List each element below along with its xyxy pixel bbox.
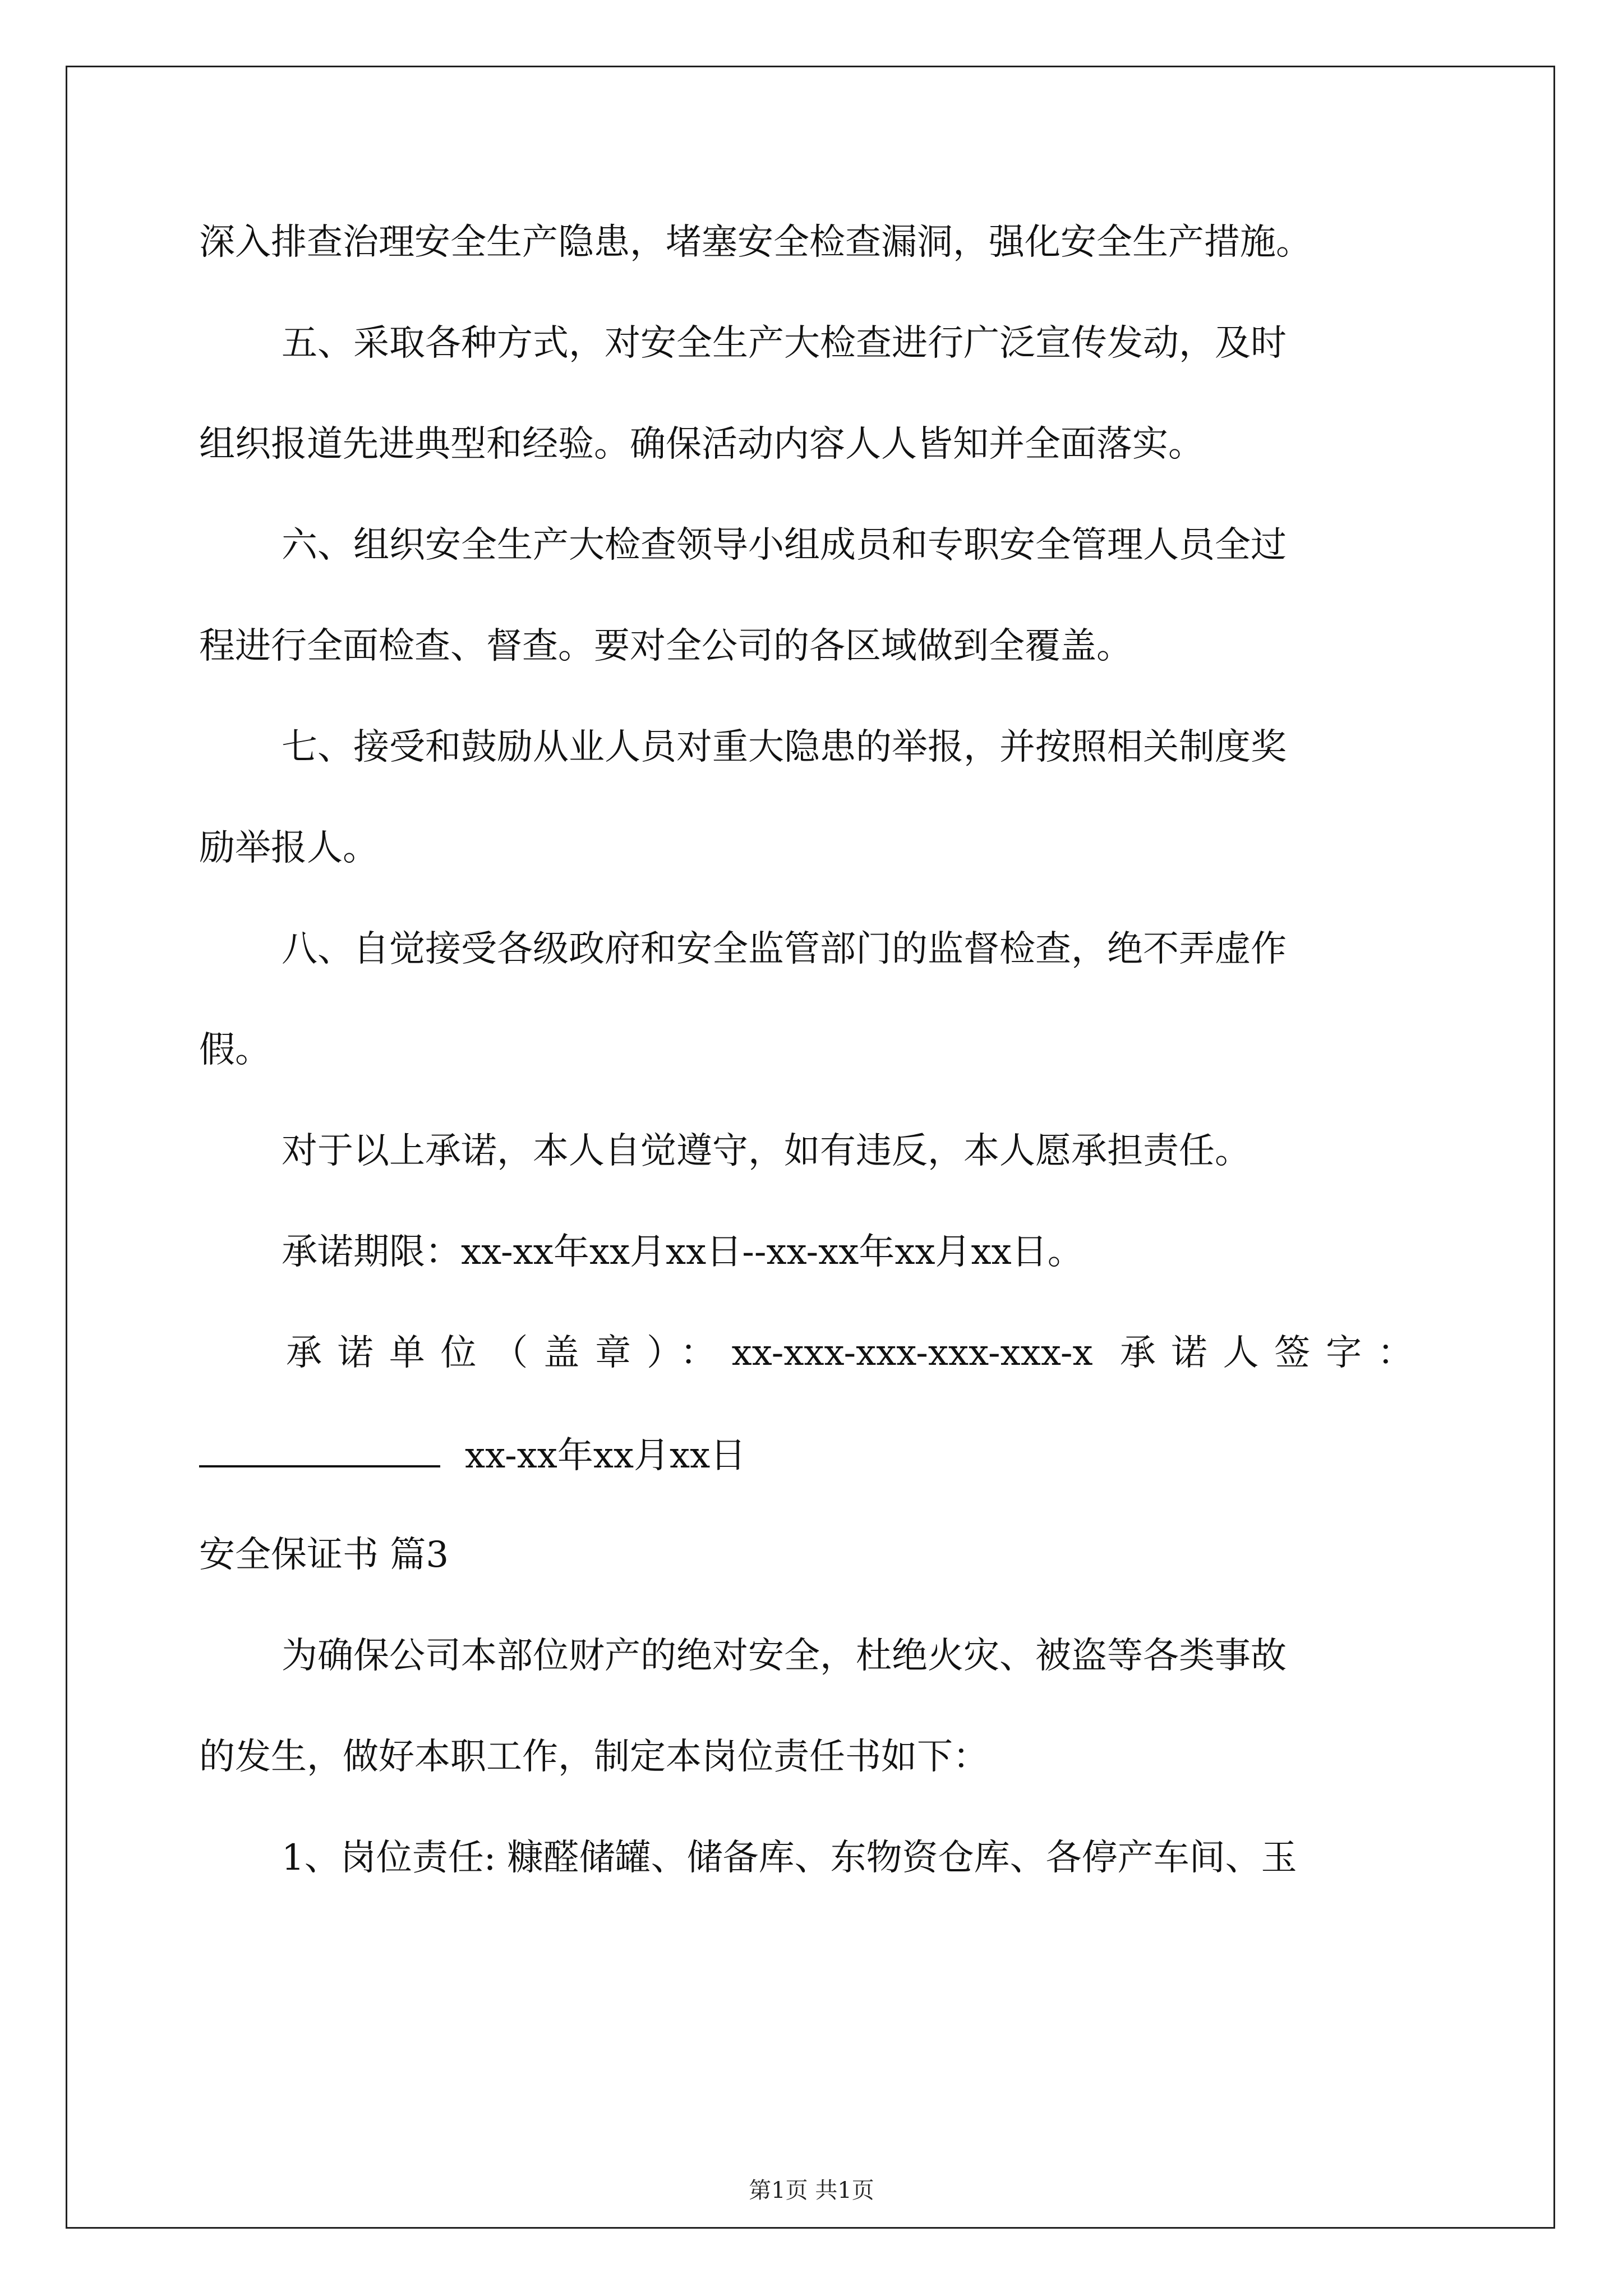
- text-line: 组织报道先进典型和经验。确保活动内容人人皆知并全面落实。: [199, 424, 1204, 465]
- paragraph-item-6: 六、组织安全生产大检查领导小组成员和专职安全管理人员全过: [282, 524, 1287, 566]
- signature-date: xx-xx年xx月xx日: [465, 1435, 746, 1476]
- paragraph-item-5: 五、采取各种方式，对安全生产大检查进行广泛宣传发动，及时: [282, 323, 1287, 364]
- text-line: 深入排查治理安全生产隐患，堵塞安全检查漏洞，强化安全生产措施。: [199, 222, 1312, 263]
- text-line: 励举报人。: [199, 827, 379, 869]
- text-line: 假。: [199, 1029, 271, 1071]
- paragraph-item-8: 八、自觉接受各级政府和安全监管部门的监督检查，绝不弄虚作: [282, 928, 1287, 970]
- signature-blank: [199, 1432, 440, 1467]
- signature-unit-line: 承诺单位（盖章）：xx-xxx-xxx-xxx-xxx-x 承诺人签字：: [286, 1332, 1413, 1374]
- text-line: 的发生，做好本职工作，制定本岗位责任书如下：: [199, 1736, 989, 1778]
- paragraph-item-7: 七、接受和鼓励从业人员对重大隐患的举报，并按照相关制度奖: [282, 726, 1287, 768]
- section-heading: 安全保证书 篇3: [199, 1534, 449, 1576]
- text-line: 程进行全面检查、督查。要对全公司的各区域做到全覆盖。: [199, 625, 1132, 667]
- page-number: 第1页 共1页: [749, 2178, 874, 2203]
- commitment-period: 承诺期限：xx-xx年xx月xx日--xx-xx年xx月xx日。: [282, 1231, 1083, 1273]
- intro-paragraph: 为确保公司本部位财产的绝对安全，杜绝火灾、被盗等各类事故: [282, 1635, 1287, 1677]
- commitment-statement: 对于以上承诺，本人自觉遵守，如有违反，本人愿承担责任。: [282, 1130, 1251, 1172]
- signature-date-line: [199, 1432, 746, 1478]
- list-item-1: 1、岗位责任: 糠醛储罐、储备库、东物资仓库、各停产车间、玉: [282, 1837, 1297, 1879]
